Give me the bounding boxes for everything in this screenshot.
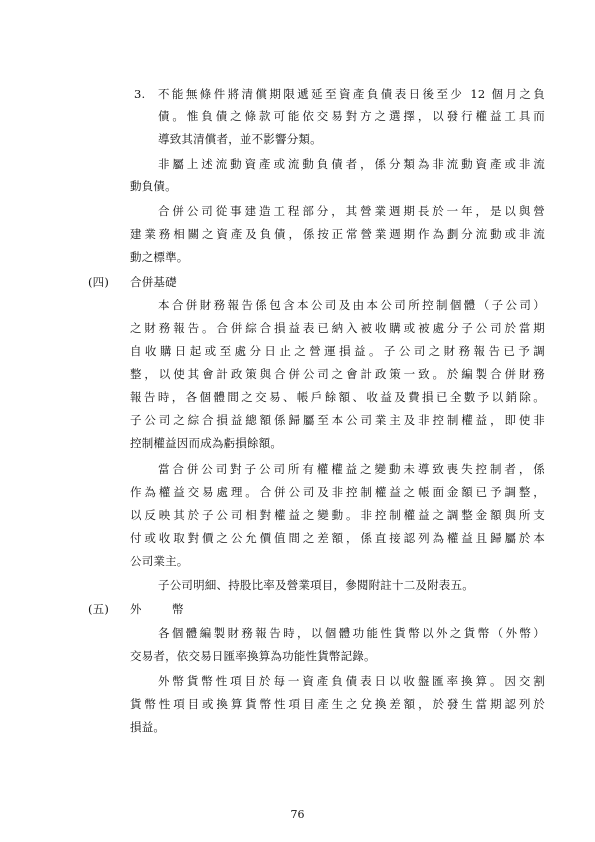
section-5-title-b: 幣: [172, 602, 184, 616]
item-3-line-1: 不能無條件將清償期限遞延至資產負債表日後至少 12 個月之負: [158, 87, 545, 101]
consolidation-p1-line-7: 控制權益因而成為虧損餘額。: [130, 436, 283, 450]
consolidation-p2-line-2: 作為權益交易處理。合併公司及非控制權益之帳面金額已予調整，: [130, 485, 545, 499]
item-3-line-3: 導致其清償者，並不影響分類。: [158, 132, 322, 146]
construction-line-2: 建業務相關之資產及負債，係按正常營業週期作為劃分流動或非流: [130, 227, 545, 241]
consolidation-p2-line-1: 當合併公司對子公司所有權權益之變動未導致喪失控制者，係: [158, 462, 545, 476]
section-5-title-a: 外: [130, 602, 142, 616]
consolidation-p1-line-3: 自收購日起或至處分日止之營運損益。子公司之財務報告已予調: [130, 344, 545, 358]
fx-p2-line-1: 外幣貨幣性項目於每一資產負債表日以收盤匯率換算。因交割: [158, 674, 545, 688]
item-3-marker: 3.: [134, 87, 146, 101]
fx-p1-line-1: 各個體編製財務報告時，以個體功能性貨幣以外之貨幣（外幣）: [158, 626, 545, 640]
section-5-marker: (五): [88, 602, 110, 616]
section-4-title: 合併基礎: [130, 275, 177, 289]
consolidation-p1-line-6: 子公司之綜合損益總額係歸屬至本公司業主及非控制權益，即使非: [130, 413, 545, 427]
consolidation-p1-line-2: 之財務報告。合併綜合損益表已納入被收購或被處分子公司於當期: [130, 321, 545, 335]
noncurrent-line-2: 動負債。: [130, 179, 177, 193]
consolidation-p1-line-1: 本合併財務報告係包含本公司及由本公司所控制個體（子公司）: [158, 298, 545, 312]
page-number: 76: [290, 808, 305, 821]
consolidation-p2-line-4: 付或收取對價之公允價值間之差額，係直接認列為權益且歸屬於本: [130, 531, 545, 545]
consolidation-p3-line-1: 子公司明細、持股比率及營業項目，參閱附註十二及附表五。: [158, 578, 474, 592]
consolidation-p1-line-4: 整，以使其會計政策與合併公司之會計政策一致。於編製合併財務: [130, 367, 545, 381]
fx-p2-line-2: 貨幣性項目或換算貨幣性項目產生之兌換差額，於發生當期認列於: [130, 697, 545, 711]
fx-p1-line-2: 交易者，依交易日匯率換算為功能性貨幣記錄。: [130, 649, 376, 663]
fx-p2-line-3: 損益。: [130, 720, 166, 734]
consolidation-p1-line-5: 報告時，各個體間之交易、帳戶餘額、收益及費損已全數予以銷除。: [130, 390, 545, 404]
section-4-marker: (四): [88, 275, 110, 289]
construction-line-3: 動之標準。: [130, 250, 189, 264]
noncurrent-line-1: 非屬上述流動資產或流動負債者，係分類為非流動資產或非流: [158, 157, 545, 171]
consolidation-p2-line-3: 以反映其於子公司相對權益之變動。非控制權益之調整金額與所支: [130, 508, 545, 522]
construction-line-1: 合併公司從事建造工程部分，其營業週期長於一年，是以與營: [158, 204, 545, 218]
consolidation-p2-line-5: 公司業主。: [130, 554, 189, 568]
item-3-line-2: 債。惟負債之條款可能依交易對方之選擇，以發行權益工具而: [158, 109, 545, 123]
